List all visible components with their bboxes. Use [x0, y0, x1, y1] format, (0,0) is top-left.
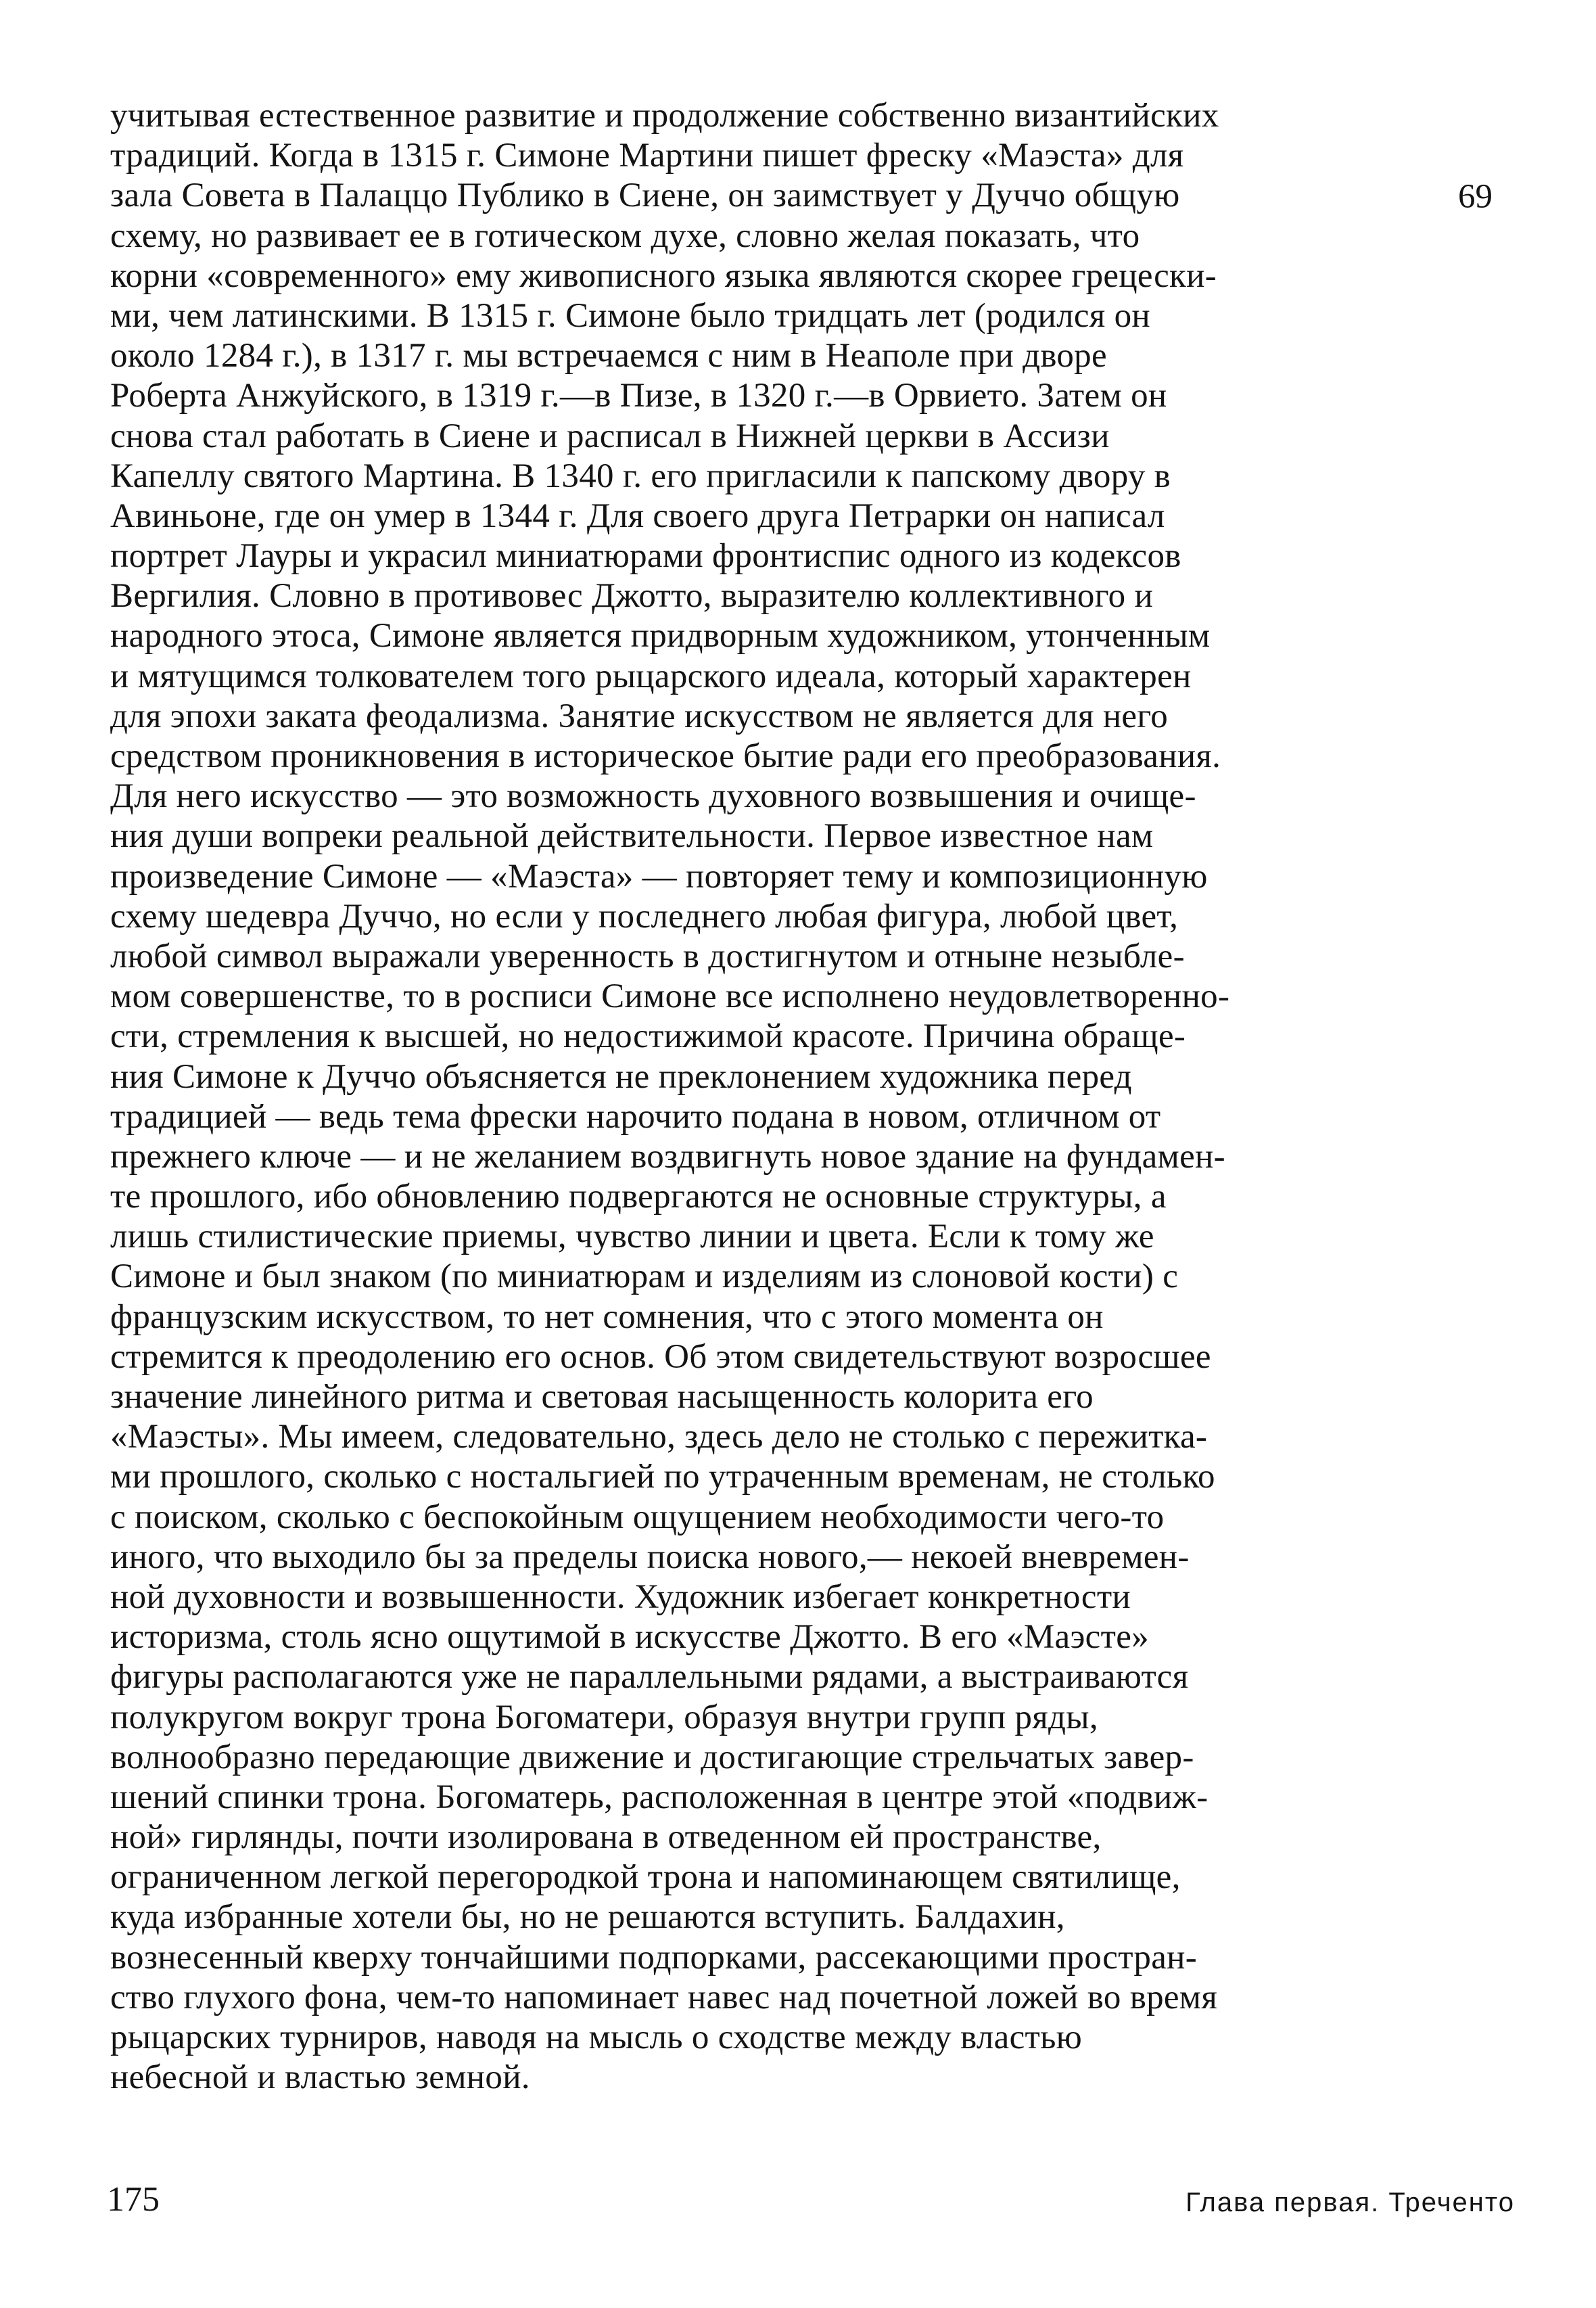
text-line: учитывая естественное развитие и продолжение собственно византийских: [110, 97, 1219, 135]
text-line: те прошлого, ибо обновлению подвергаются не основные структуры, а: [110, 1178, 1167, 1216]
text-line: значение линейного ритма и световая насыщенность колорита его: [110, 1378, 1094, 1416]
text-line: ми, чем латинскими. В 1315 г. Симоне было тридцать лет (родился он: [110, 296, 1150, 335]
text-line: волнообразно передающие движение и достигающие стрельчатых завер-: [110, 1738, 1194, 1776]
text-line: народного этоса, Симоне является придворным художником, утонченным: [110, 617, 1211, 655]
text-line: небесной и властью земной.: [110, 2058, 530, 2097]
text-line: лишь стилистические приемы, чувство линии и цвета. Если к тому же: [110, 1218, 1154, 1256]
text-line: ми прошлого, сколько с ностальгией по утраченным временам, не столько: [110, 1458, 1215, 1496]
text-line: сти, стремления к высшей, но недостижимой красоте. Причина обраще-: [110, 1017, 1186, 1056]
text-line: стремится к преодолению его основ. Об этом свидетельствуют возросшее: [110, 1337, 1211, 1376]
text-line: портрет Лауры и украсил миниатюрами фронтиспис одного из кодексов: [110, 537, 1181, 576]
text-line: ния Симоне к Дуччо объясняется не преклонением художника перед: [110, 1057, 1132, 1096]
text-line: зала Совета в Палаццо Публико в Сиене, он заимствует у Дуччо общую: [110, 177, 1180, 215]
text-line: французским искусством, то нет сомнения, что с этого момента он: [110, 1297, 1104, 1336]
body-text: [110, 96, 1449, 2098]
text-line: ной» гирлянды, почти изолирована в отведенном ей пространстве,: [110, 1818, 1102, 1857]
text-line: мом совершенстве, то в росписи Симоне все исполнено неудовлетворенно-: [110, 977, 1230, 1016]
text-line: любой символ выражали уверенность в достигнутом и отныне незыбле-: [110, 937, 1185, 975]
text-line: рыцарских турниров, наводя на мысль о сходстве между властью: [110, 2018, 1083, 2056]
text-line: Авиньоне, где он умер в 1344 г. Для своего друга Петрарки он написал: [110, 497, 1165, 535]
text-line: прежнего ключе — и не желанием воздвигнуть новое здание на фундамен-: [110, 1137, 1225, 1176]
text-line: средством проникновения в историческое бытие ради его преобразования.: [110, 737, 1221, 775]
page-number: 175: [107, 2180, 160, 2219]
text-line: «Маэсты». Мы имеем, следовательно, здесь дело не столько с пережитка-: [110, 1418, 1208, 1456]
running-head: Глава первая. Треченто: [1186, 2188, 1515, 2217]
text-line: для эпохи заката феодализма. Занятие искусством не является для него: [110, 697, 1169, 735]
margin-illustration-ref: 69: [1458, 178, 1493, 216]
text-line: Симоне и был знаком (по миниатюрам и изделиям из слоновой кости) с: [110, 1257, 1179, 1296]
text-line: ограниченном легкой перегородкой трона и напоминающем святилище,: [110, 1858, 1181, 1897]
text-line: произведение Симоне — «Маэста» — повторяет тему и композиционную: [110, 857, 1208, 896]
text-line: Для него искусство — это возможность духовного возвышения и очище-: [110, 777, 1196, 816]
text-line: Капеллу святого Мартина. В 1340 г. его пригласили к папскому двору в: [110, 457, 1171, 495]
text-line: Роберта Анжуйского, в 1319 г.—в Пизе, в 1320 г.—в Орвието. Затем он: [110, 377, 1167, 415]
text-line: и мятущимся толкователем того рыцарского идеала, который характерен: [110, 657, 1192, 695]
text-line: ство глухого фона, чем-то напоминает навес над почетной ложей во время: [110, 1978, 1218, 2016]
text-line: вознесенный кверху тончайшими подпорками, рассекающими простран-: [110, 1938, 1198, 1977]
text-line: ной духовности и возвышенности. Художник избегает конкретности: [110, 1577, 1131, 1616]
text-line: схему, но развивает ее в готическом духе, словно желая показать, что: [110, 216, 1140, 255]
text-line: историзма, столь ясно ощутимой в искусстве Джотто. В его «Маэсте»: [110, 1618, 1149, 1657]
text-line: фигуры располагаются уже не параллельными рядами, а выстраиваются: [110, 1658, 1189, 1697]
text-line: схему шедевра Дуччо, но если у последнего любая фигура, любой цвет,: [110, 897, 1179, 936]
text-line: ния души вопреки реальной действительности. Первое известное нам: [110, 817, 1154, 856]
text-line: с поиском, сколько с беспокойным ощущением необходимости чего-то: [110, 1498, 1165, 1536]
text-line: полукругом вокруг трона Богоматери, образуя внутри групп ряды,: [110, 1698, 1098, 1736]
text-line: корни «современного» ему живописного языка являются скорее грецески-: [110, 256, 1217, 295]
text-line: Вергилия. Словно в противовес Джотто, выразителю коллективного и: [110, 577, 1154, 616]
text-line: шений спинки трона. Богоматерь, расположенная в центре этой «подвиж-: [110, 1778, 1208, 1816]
text-line: снова стал работать в Сиене и расписал в Нижней церкви в Ассизи: [110, 417, 1110, 455]
text-line: около 1284 г.), в 1317 г. мы встречаемся с ним в Неаполе при дворе: [110, 337, 1107, 375]
text-line: традицией — ведь тема фрески нарочито подана в новом, отличном от: [110, 1097, 1161, 1136]
text-line: иного, что выходило бы за пределы поиска нового,— некоей вневремен-: [110, 1538, 1190, 1576]
text-line: куда избранные хотели бы, но не решаются вступить. Балдахин,: [110, 1898, 1065, 1937]
text-line: традиций. Когда в 1315 г. Симоне Мартини пишет фреску «Маэста» для: [110, 137, 1184, 175]
